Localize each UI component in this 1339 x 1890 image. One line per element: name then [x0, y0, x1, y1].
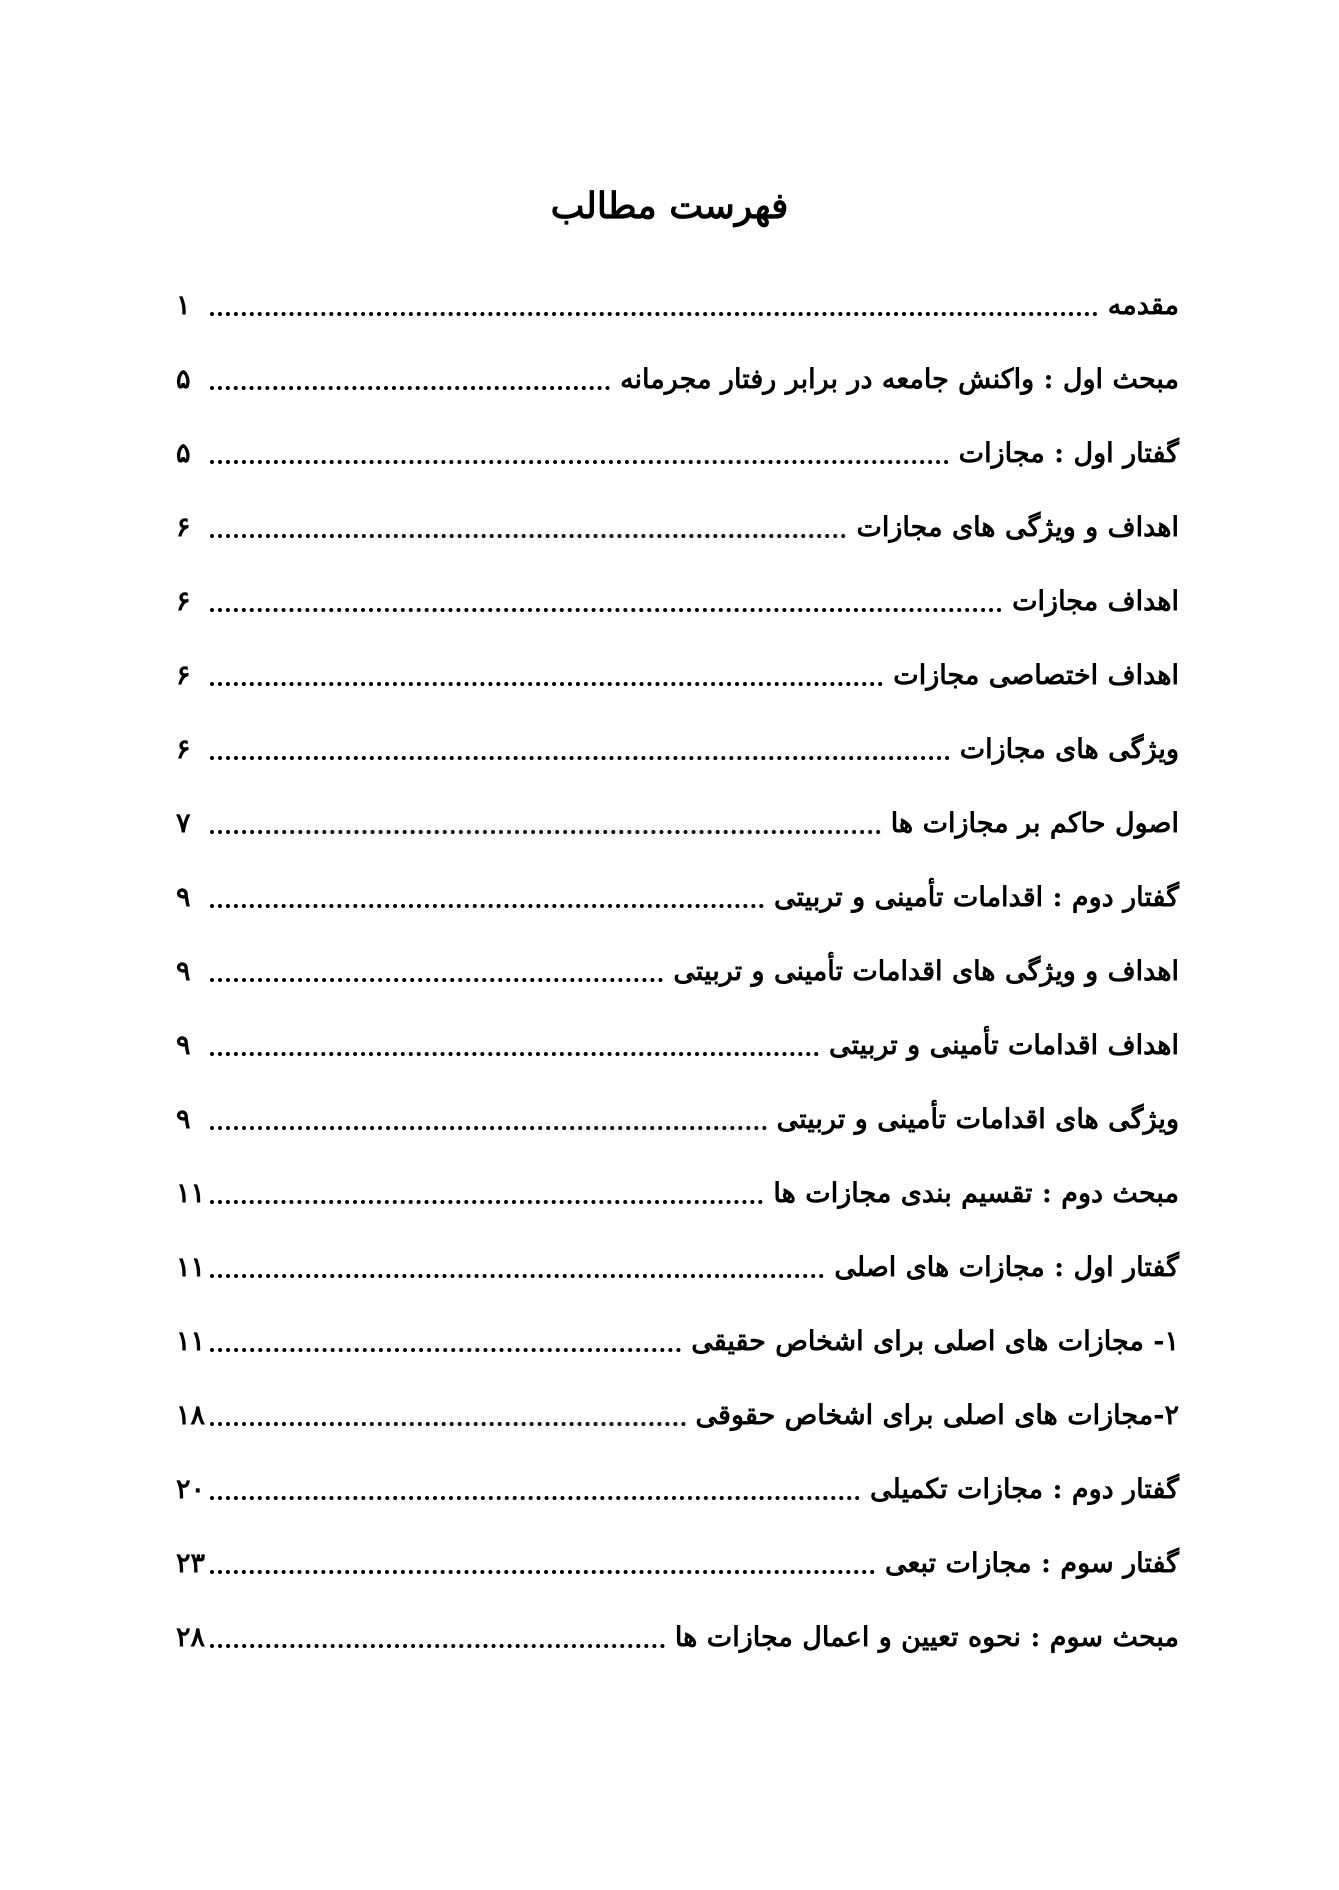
toc-entry-label: اهداف مجازات [1012, 585, 1179, 617]
toc-entry-page: ۱۱ [176, 1177, 206, 1209]
toc-entry-chapter-1-1[interactable] [176, 416, 1179, 490]
toc-entry-label: مبحث سوم : نحوه تعیین و اعمال مجازات ها [674, 1621, 1179, 1653]
toc-entry-page: ۵ [176, 363, 191, 395]
toc-entry[interactable] [176, 934, 1179, 1008]
toc-entry-section-3[interactable] [176, 1600, 1179, 1674]
toc-entry-section-1[interactable] [176, 342, 1179, 416]
dot-leader [210, 460, 949, 464]
toc-entry-page: ۲۸ [176, 1621, 206, 1653]
toc-entry-label: ویژگی های مجازات [959, 733, 1179, 765]
toc-entry-label: ویژگی های اقدامات تأمینی و تربیتی [776, 1103, 1179, 1135]
dot-leader [210, 1052, 819, 1056]
dot-leader [210, 608, 1002, 612]
toc-entry-page: ۶ [176, 659, 191, 691]
toc-entry-label: اهداف اقدامات تأمینی و تربیتی [829, 1029, 1179, 1061]
page-title: فهرست مطالب [550, 185, 789, 227]
toc-entry-page: ۱ [176, 289, 191, 321]
toc-entry-section-2[interactable] [176, 1156, 1179, 1230]
toc-entry-page: ۶ [176, 585, 191, 617]
table-of-contents [176, 268, 1179, 1674]
toc-entry-page: ۱۱ [176, 1325, 206, 1357]
toc-entry[interactable] [176, 490, 1179, 564]
toc-entry[interactable] [176, 786, 1179, 860]
dot-leader [210, 830, 881, 834]
toc-entry-chapter-1-2[interactable] [176, 860, 1179, 934]
dot-leader [210, 386, 610, 390]
dot-leader [210, 756, 950, 760]
dot-leader [210, 312, 1098, 316]
toc-entry-page: ۹ [176, 1103, 191, 1135]
toc-entry[interactable] [176, 712, 1179, 786]
toc-entry-label: ۲-مجازات های اصلی برای اشخاص حقوقی [695, 1399, 1179, 1431]
toc-entry-page: ۶ [176, 511, 191, 543]
toc-entry-label: ۱- مجازات های اصلی برای اشخاص حقیقی [691, 1325, 1179, 1357]
toc-entry-label: گفتار اول : مجازات [958, 437, 1179, 469]
toc-entry-page: ۲۳ [176, 1547, 206, 1579]
toc-entry[interactable] [176, 1008, 1179, 1082]
dot-leader [210, 904, 764, 908]
dot-leader [210, 1200, 763, 1204]
toc-entry-page: ۹ [176, 881, 191, 913]
toc-entry-label: گفتار اول : مجازات های اصلی [834, 1251, 1179, 1283]
dot-leader [210, 1274, 824, 1278]
toc-entry[interactable] [176, 638, 1179, 712]
toc-entry-page: ۱۸ [176, 1399, 206, 1431]
toc-entry-page: ۵ [176, 437, 191, 469]
dot-leader [210, 1496, 860, 1500]
toc-entry-label: اهداف و ویژگی های مجازات [856, 511, 1179, 543]
dot-leader [210, 1348, 681, 1352]
toc-entry-page: ۶ [176, 733, 191, 765]
toc-entry-page: ۲۰ [176, 1473, 206, 1505]
dot-leader [210, 682, 883, 686]
toc-entry-label: اصول حاکم بر مجازات ها [890, 807, 1179, 839]
dot-leader [210, 1570, 875, 1574]
toc-entry[interactable] [176, 1082, 1179, 1156]
toc-entry-page: ۷ [176, 807, 191, 839]
toc-entry[interactable] [176, 564, 1179, 638]
toc-entry-chapter-2-2[interactable] [176, 1452, 1179, 1526]
toc-entry-page: ۹ [176, 1029, 191, 1061]
toc-entry-label: مبحث اول : واکنش جامعه در برابر رفتار مجرمانه [620, 363, 1179, 395]
toc-entry-label: مبحث دوم : تقسیم بندی مجازات ها [773, 1177, 1179, 1209]
toc-entry-chapter-2-3[interactable] [176, 1526, 1179, 1600]
dot-leader [210, 534, 846, 538]
toc-entry-page: ۱۱ [176, 1251, 206, 1283]
toc-entry[interactable] [176, 1378, 1179, 1452]
toc-entry-chapter-2-1[interactable] [176, 1230, 1179, 1304]
toc-entry-label: اهداف اختصاصی مجازات [893, 659, 1179, 691]
dot-leader [210, 1422, 686, 1426]
toc-entry-label: گفتار سوم : مجازات تبعی [884, 1547, 1179, 1579]
dot-leader [210, 978, 663, 982]
toc-entry-page: ۹ [176, 955, 191, 987]
dot-leader [210, 1644, 665, 1648]
dot-leader [210, 1126, 767, 1130]
toc-entry[interactable] [176, 1304, 1179, 1378]
toc-entry-introduction[interactable] [176, 268, 1179, 342]
toc-entry-label: مقدمه [1107, 289, 1179, 321]
toc-entry-label: اهداف و ویژگی های اقدامات تأمینی و تربیتی [673, 955, 1179, 987]
toc-entry-label: گفتار دوم : اقدامات تأمینی و تربیتی [773, 881, 1179, 913]
toc-entry-label: گفتار دوم : مجازات تکمیلی [870, 1473, 1179, 1505]
